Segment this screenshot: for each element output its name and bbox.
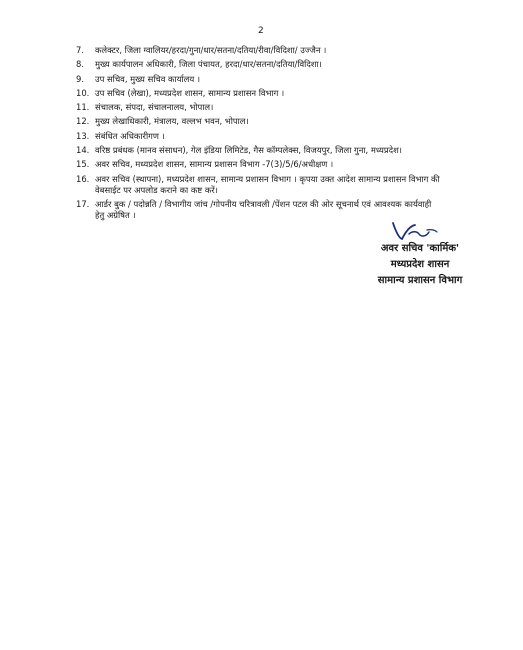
item-text: कलेक्टर, जिला ग्वालियर/हरदा/गुना/धार/सतना/दतिया/रीवा/विदिशा/ उज्जैन । xyxy=(95,45,327,55)
item-number: 8. xyxy=(76,59,84,70)
signatory-designation: अवर सचिव 'कार्मिक' xyxy=(380,243,460,254)
item-number: 9. xyxy=(76,73,84,84)
list-item xyxy=(76,159,506,170)
list-item xyxy=(76,102,506,113)
item-text: मुख्य लेखाधिकारी, मंत्रालय, वल्लभ भवन, भोपाल। xyxy=(95,116,249,127)
item-number: 11. xyxy=(76,102,90,113)
item-text: अवर सचिव, मध्यप्रदेश शासन, सामान्य प्रशासन विभाग -7(3)/5/6/अधीक्षण । xyxy=(95,159,334,170)
distribution-list xyxy=(76,45,506,224)
signatory-government: मध्यप्रदेश शासन xyxy=(390,258,450,270)
item-text: मुख्य कार्यपालन अधिकारी, जिला पंचायत, हरदा/धार/सतना/दतिया/विदिशा। xyxy=(95,59,322,70)
list-item xyxy=(76,88,506,99)
list-item xyxy=(76,45,506,56)
item-text: उप सचिव (लेखा), मध्यप्रदेश शासन, सामान्य प्रशासन विभाग । xyxy=(95,87,285,98)
item-text: उप सचिव, मुख्य सचिव कार्यालय । xyxy=(95,73,201,84)
signatory-department: सामान्य प्रशासन विभाग xyxy=(377,274,463,286)
signature-block xyxy=(340,213,500,288)
item-number: 7. xyxy=(76,45,84,55)
item-text: अवर सचिव (स्थापना), मध्यप्रदेश शासन, सामान्य प्रशासन विभाग । कृपया उक्त आदेश सामान्य प्रशासन विभाग की वेबसाईट पर अपलोड कराने का कष्ट करें। xyxy=(95,173,440,195)
item-number: 17. xyxy=(76,198,90,209)
list-item xyxy=(76,174,506,196)
item-number: 16. xyxy=(76,173,90,184)
list-item xyxy=(76,116,506,127)
item-text: संचालक, संपदा, संचालनालय, भोपाल। xyxy=(95,102,214,113)
list-item xyxy=(76,145,506,156)
item-number: 12. xyxy=(76,116,90,127)
list-item xyxy=(76,131,506,142)
item-text: वरिष्ठ प्रबंधक (मानव संसाधन), गेल इंडिया लिमिटेड, गैस कॉम्पलेक्स, विजयपुर, जिला गुना, मध्यप्रदेश। xyxy=(95,144,402,155)
page-number: 2 xyxy=(258,26,264,36)
list-item xyxy=(76,74,506,85)
item-number: 13. xyxy=(76,130,90,141)
item-text: संबंधित अधिकारीगण । xyxy=(95,130,165,141)
item-number: 10. xyxy=(76,87,90,98)
item-number: 14. xyxy=(76,144,90,155)
list-item xyxy=(76,59,506,70)
item-number: 15. xyxy=(76,159,90,170)
item-text: आर्डर बुक / पदोन्नति / विभागीय जांच /गोपनीय चरित्रावली /पेंशन पटल की ओर सूचनार्थ एवं आवश्यक कार्यवाही हेतु अग्रेषित । xyxy=(95,198,432,220)
